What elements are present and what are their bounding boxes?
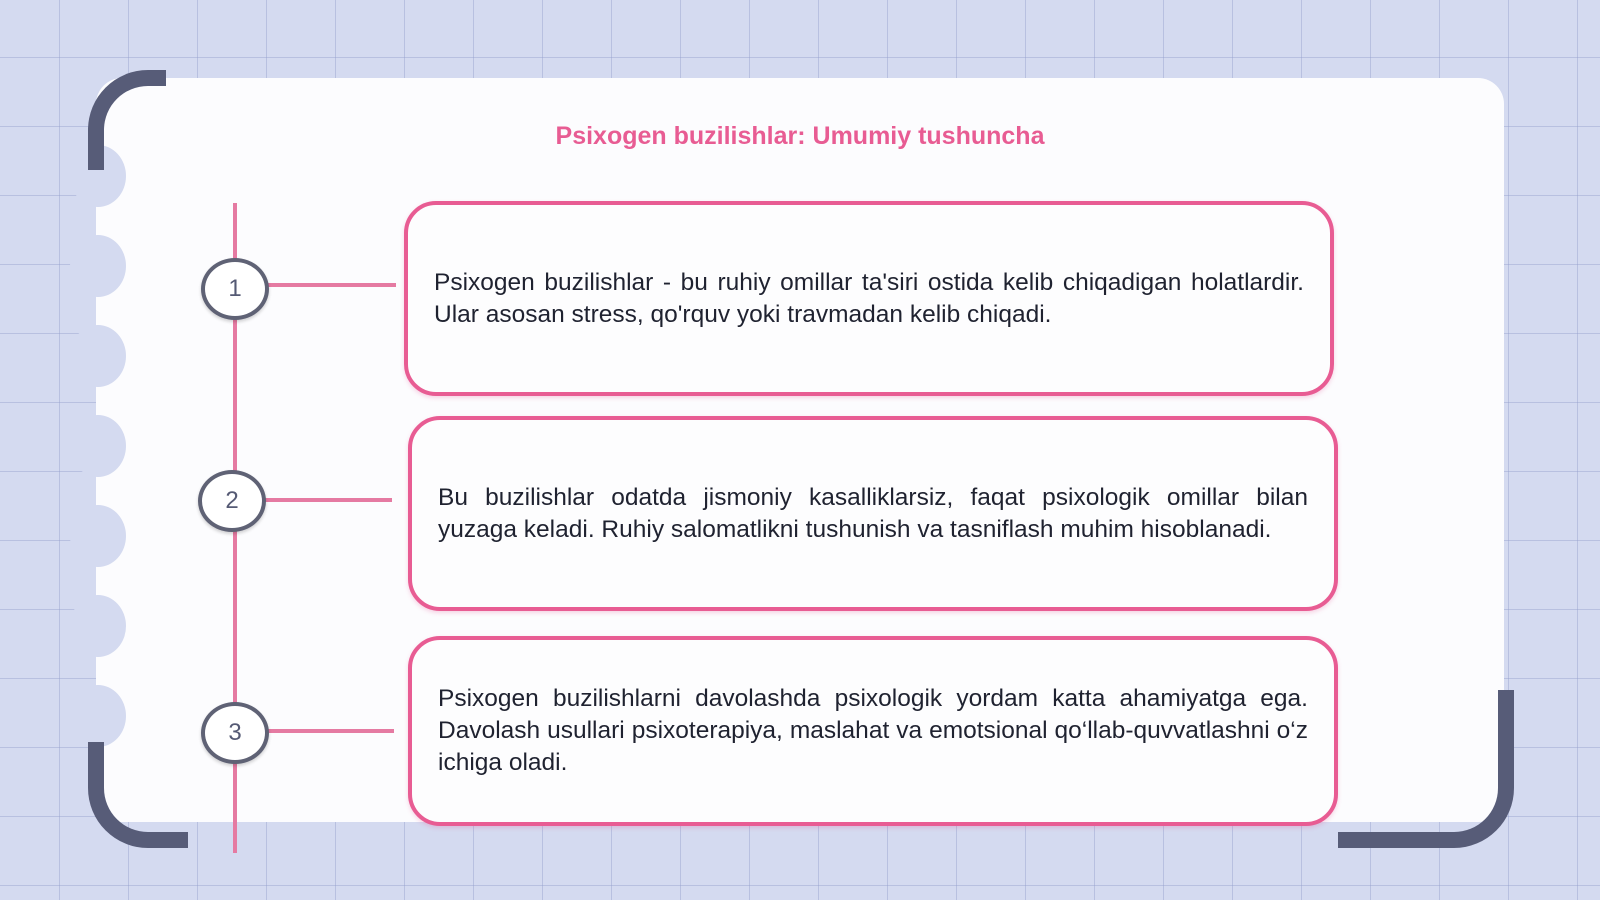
step-card-text: Bu buzilishlar odatda jismoniy kasalliklarsiz, faqat psixologik omillar bilan yuzaga keladi. Ruhiy salomatlikni tushunish va tasniflash muhim hisoblanadi. xyxy=(438,483,1308,543)
step-card-text: Psixogen buzilishlarni davolashda psixologik yordam katta ahamiyatga ega. Davolash usullari psixoterapiya, maslahat va emotsional qo‘llab-quvvatlashni o‘z ichiga oladi. xyxy=(438,685,1308,776)
corner-bracket-bottom-left xyxy=(88,742,188,848)
step-number-2: 2 xyxy=(198,470,266,532)
paper-notch xyxy=(70,595,126,657)
step-card-1 xyxy=(404,201,1334,396)
timeline-connector xyxy=(262,498,392,502)
paper-notch xyxy=(70,505,126,567)
step-card-2 xyxy=(408,416,1338,611)
slide-title: Psixogen buzilishlar: Umumiy tushuncha xyxy=(555,122,1045,150)
paper-notch xyxy=(70,235,126,297)
paper-notch xyxy=(70,685,126,747)
corner-bracket-bottom-right xyxy=(1338,690,1514,848)
step-card-3 xyxy=(408,636,1338,826)
step-number-3: 3 xyxy=(201,702,269,764)
timeline-connector xyxy=(266,729,394,733)
step-card-text: Psixogen buzilishlar - bu ruhiy omillar ta'siri ostida kelib chiqadigan holatlardir. Ular asosan stress, qo'rquv yoki travmadan kelib chiqadi. xyxy=(434,268,1304,328)
timeline-connector xyxy=(266,283,396,287)
step-number-1: 1 xyxy=(201,258,269,320)
paper-notch xyxy=(70,325,126,387)
corner-bracket-top-left xyxy=(88,70,166,170)
paper-notch xyxy=(70,415,126,477)
